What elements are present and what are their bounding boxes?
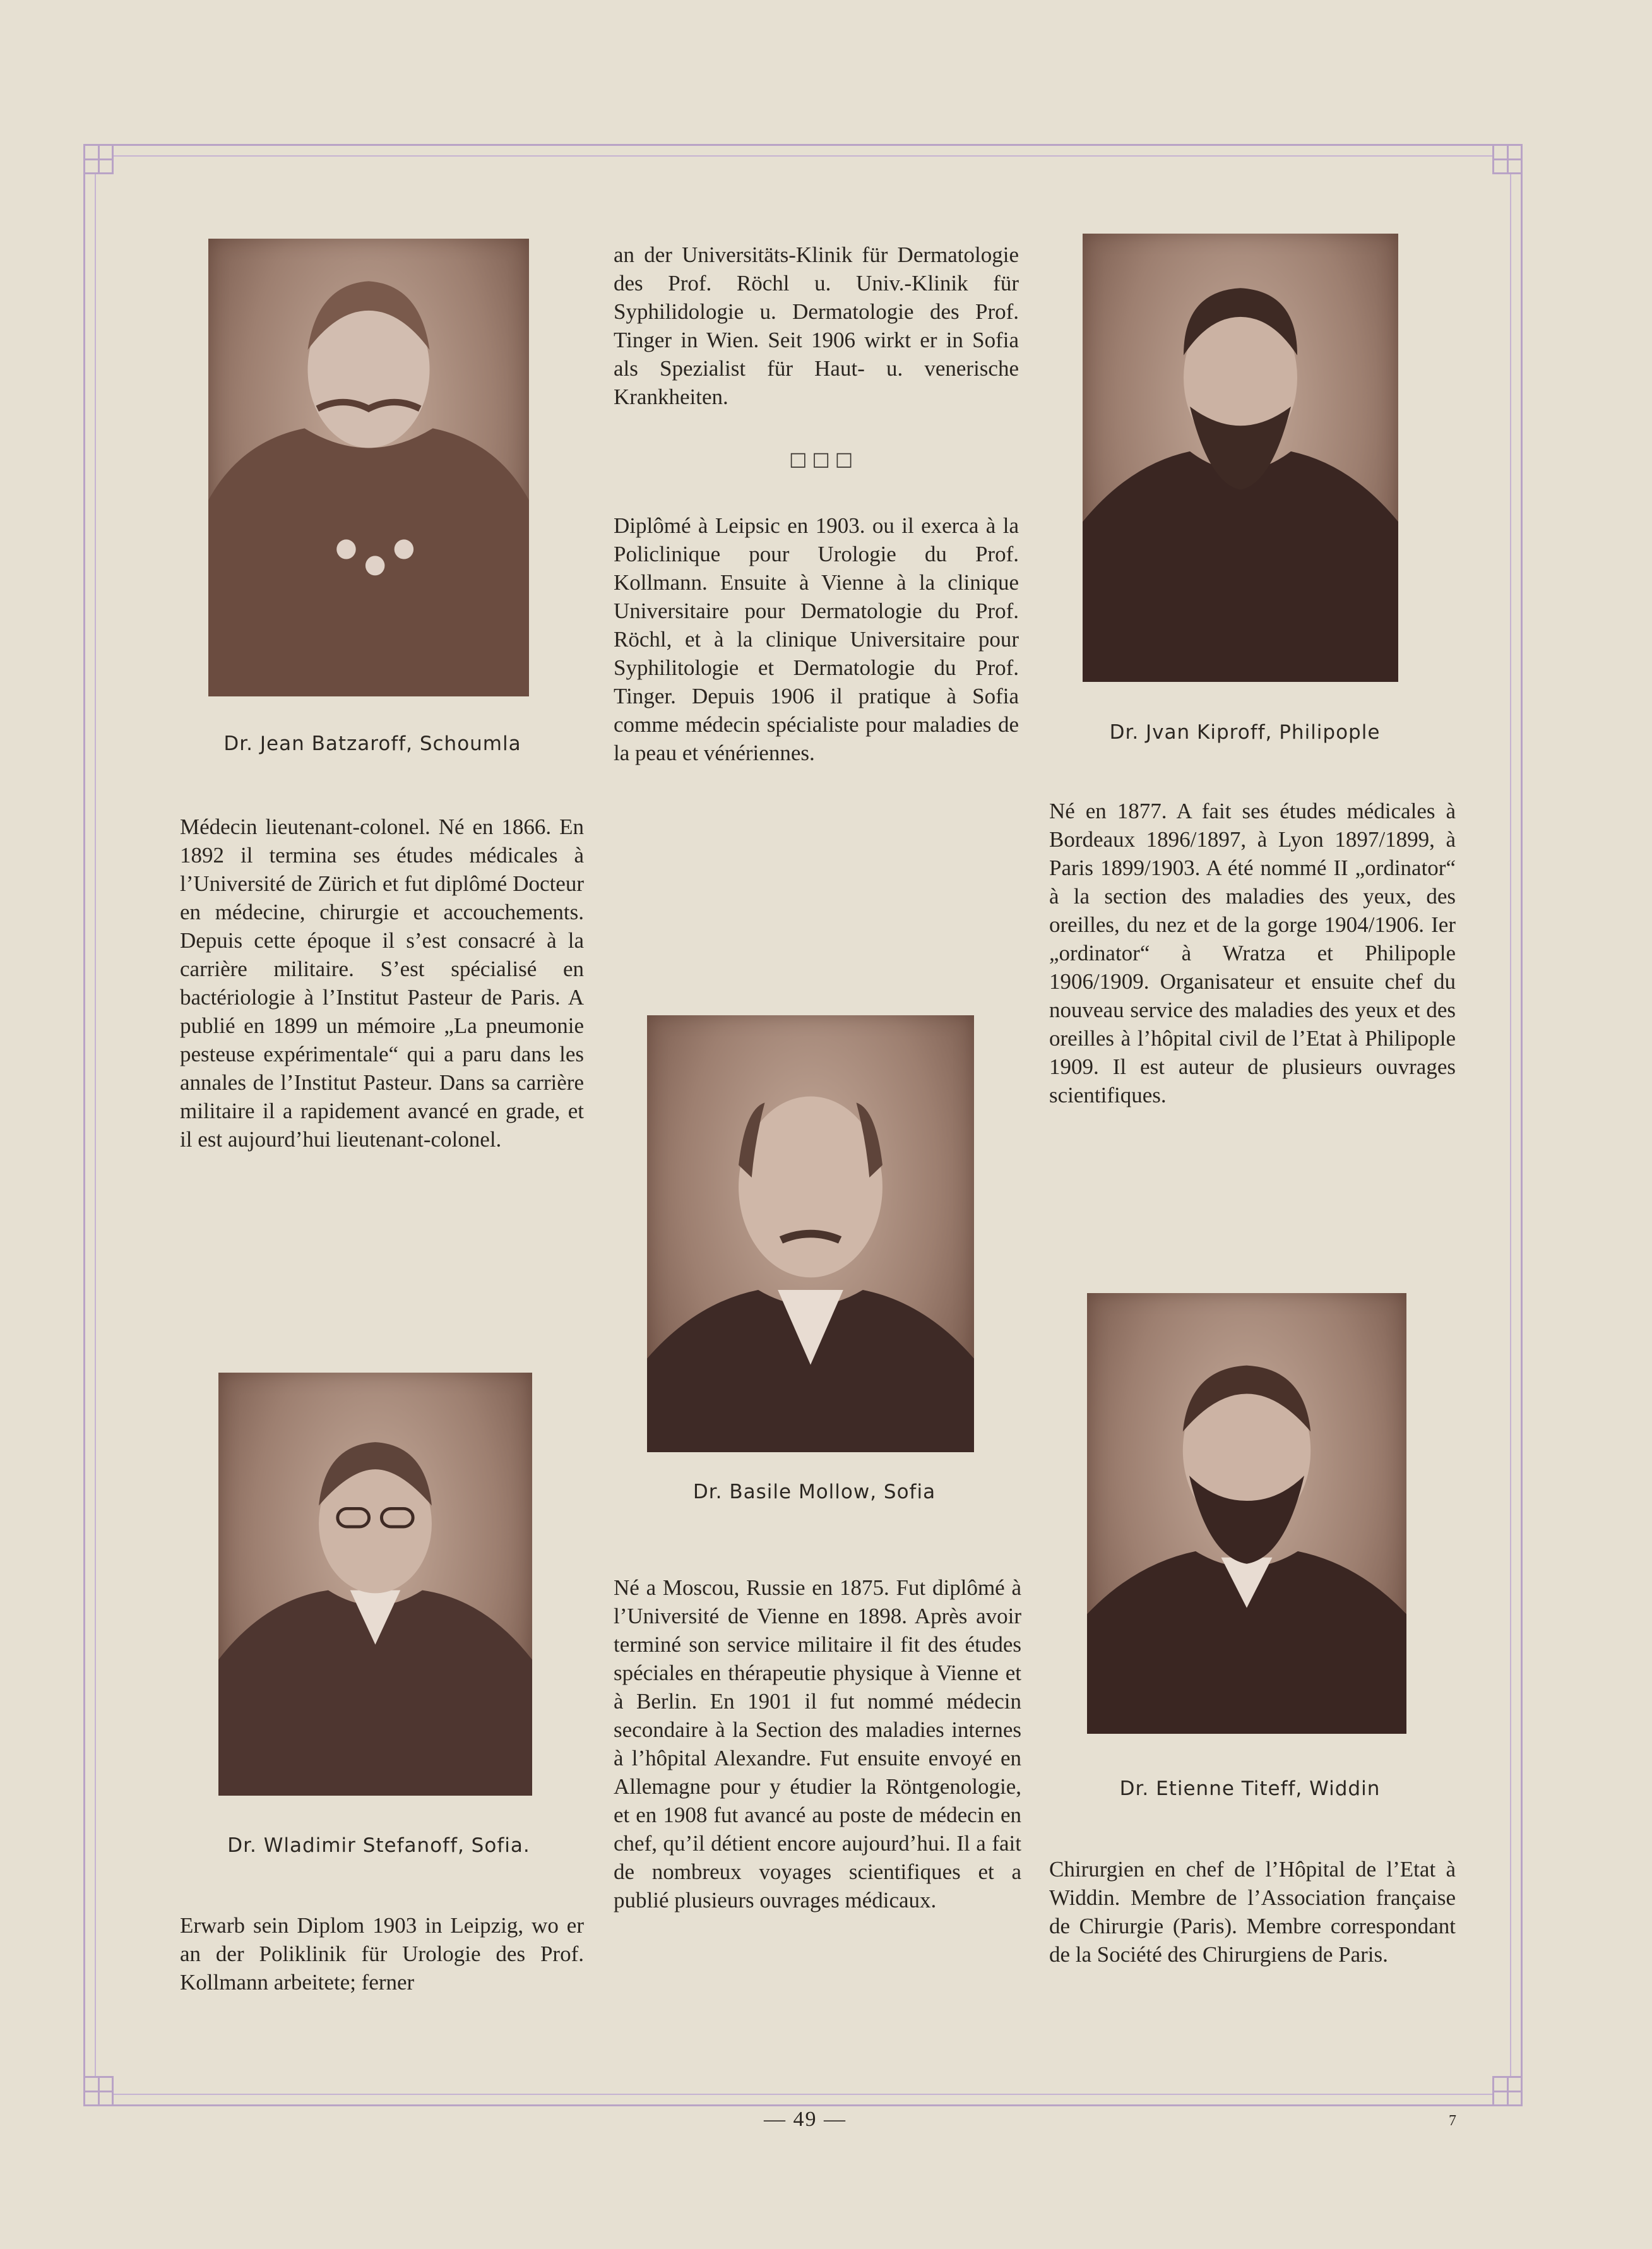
caption-batzaroff: Dr. Jean Batzaroff, Schoumla <box>223 732 521 755</box>
bio-stefanoff-german-continued: an der Universitäts-Klinik für Dermatologie des Prof. Röchl u. Univ.-Klinik für Syphilidologie u. Dermatologie des Prof. Tinger in Wien. Seit 1906 wirkt er in Sofia als Spezialist für Haut- u. venerische Krankheiten. <box>614 242 1019 409</box>
corner-ornament-bottom-right <box>1492 2076 1523 2106</box>
portrait-silhouette <box>208 239 529 696</box>
portrait-silhouette <box>218 1373 532 1796</box>
corner-ornament-top-left <box>83 144 114 174</box>
portrait-photo-titeff <box>1087 1293 1406 1734</box>
portrait-photo-stefanoff <box>218 1373 532 1796</box>
portrait-photo-mollow <box>647 1015 974 1452</box>
bio-batzaroff: Médecin lieutenant-colonel. Né en 1866. En 1892 il termina ses études médicales à l’Université de Zürich et fut diplômé Docteur en médecine, chirurgie et accouchements. Depuis cette époque il s’est consacré à la carrière militaire. S’est spécialisé en bactériologie à l’Institut Pasteur de Paris. A publié en 1899 un mémoire „La pneumonie pesteuse expérimentale“ qui a paru dans les annales de l’Institut Pasteur. Dans sa carrière militaire il a rapidement avancé en grade, et il est aujourd’hui lieutenant-colonel. <box>180 814 584 1152</box>
caption-kiproff: Dr. Jvan Kiproff, Philipople <box>1109 721 1381 744</box>
page-number: — 49 — <box>764 2108 847 2131</box>
caption-mollow: Dr. Basile Mollow, Sofia <box>692 1481 936 1503</box>
portrait-photo-batzaroff <box>208 239 529 696</box>
bio-mollow: Né a Moscou, Russie en 1875. Fut diplômé à l’Université de Vienne en 1898. Après avoir terminé son service militaire il fit des études spéciales en thérapeutie physique à Vienne et à Berlin. En 1901 il fut nommé médecin secondaire à la Section des maladies internes à l’hôpital Alexandre. Fut ensuite envoyé en Allemagne pour y étudier la Röntgenologie, et en 1908 fut avancé au poste de médecin en chef, qu’il détient encore aujourd’hui. Il a fait de nombreux voyages scientifiques et a publié plusieurs ouvrages médicaux. <box>614 1575 1021 1912</box>
caption-stefanoff: Dr. Wladimir Stefanoff, Sofia. <box>227 1834 530 1857</box>
corner-ornament-top-right <box>1492 144 1523 174</box>
bio-stefanoff-german-start: Erwarb sein Diplom 1903 in Leipzig, wo er an der Poliklinik für Urologie des Prof. Kollmann arbeitete; ferner <box>180 1913 584 1995</box>
portrait-silhouette <box>1087 1293 1406 1734</box>
bio-stefanoff-french: Diplômé à Leipsic en 1903. ou il exerca à la Policlinique pour Urologie du Prof. Kollmann. Ensuite à Vienne à la clinique Universitaire pour Dermatologie du Prof. Röchl, et à la clinique Universitaire pour Syphilitologie et Dermatologie du Prof. Tinger. Depuis 1906 il pratique à Sofia comme médecin spécialiste pour maladies de la peau et vénériennes. <box>614 513 1019 765</box>
caption-titeff: Dr. Etienne Titeff, Widdin <box>1119 1777 1381 1800</box>
signature-mark: 7 <box>1449 2113 1456 2129</box>
bio-titeff: Chirurgien en chef de l’Hôpital de l’Etat à Widdin. Membre de l’Association française de Chirurgie (Paris). Membre correspondant de la Société des Chirurgiens de Paris. <box>1049 1857 1456 1967</box>
bio-kiproff: Né en 1877. A fait ses études médicales à Bordeaux 1896/1897, à Lyon 1897/1899, à Paris 1899/1903. A été nommé II „ordinator“ à la section des maladies des yeux, des oreilles, du nez et de la gorge 1904/1906. Ier „ordinator“ à Wratza et Philipople 1906/1909. Organisateur et ensuite chef du nouveau service des maladies des yeux et des oreilles à l’hôpital civil de l’Etat à Philipople 1909. Il est auteur de plusieurs ouvrages scientifiques. <box>1049 799 1456 1107</box>
portrait-silhouette <box>647 1015 974 1452</box>
corner-ornament-bottom-left <box>83 2076 114 2106</box>
portrait-photo-kiproff <box>1083 234 1398 682</box>
portrait-silhouette <box>1083 234 1398 682</box>
section-separator: □□□ <box>789 448 859 470</box>
